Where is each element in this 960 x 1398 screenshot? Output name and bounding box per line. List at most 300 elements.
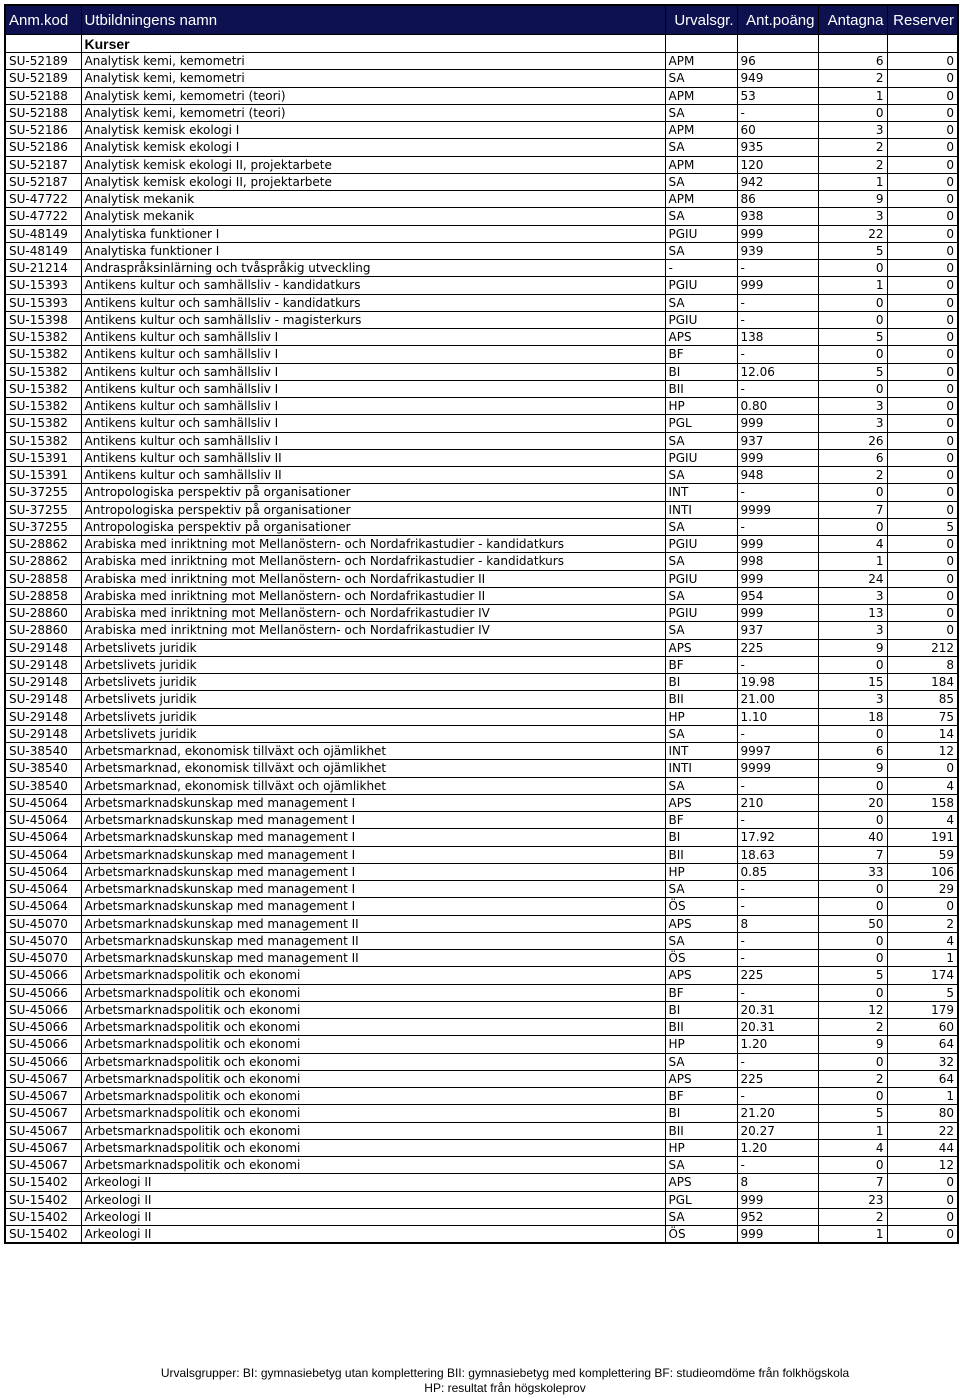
admission-points: - xyxy=(737,881,818,898)
table-row xyxy=(5,898,958,915)
table-row xyxy=(5,622,958,639)
reserve-count: 0 xyxy=(887,225,958,242)
admission-points: 17.92 xyxy=(737,829,818,846)
selection-group: PGIU xyxy=(665,570,737,587)
admitted-count: 40 xyxy=(818,829,887,846)
selection-group: PGIU xyxy=(665,311,737,328)
table-row xyxy=(5,708,958,725)
admitted-count: 0 xyxy=(818,1053,887,1070)
admitted-count: 6 xyxy=(818,449,887,466)
table-row xyxy=(5,570,958,587)
selection-group: APM xyxy=(665,53,737,70)
admitted-count: 2 xyxy=(818,1208,887,1225)
selection-group: APS xyxy=(665,639,737,656)
section-title: Kurser xyxy=(81,35,665,53)
admission-points: 999 xyxy=(737,536,818,553)
reserve-count: 0 xyxy=(887,294,958,311)
admission-points: 999 xyxy=(737,415,818,432)
admission-points: 0.85 xyxy=(737,863,818,880)
table-row xyxy=(5,156,958,173)
admission-points: 954 xyxy=(737,587,818,604)
table-row xyxy=(5,242,958,259)
selection-group: INT xyxy=(665,484,737,501)
course-name: Arbetsmarknadskunskap med management I xyxy=(81,812,665,829)
course-name: Arbetslivets juridik xyxy=(81,656,665,673)
course-name: Analytisk kemisk ekologi I xyxy=(81,122,665,139)
table-row xyxy=(5,777,958,794)
selection-group: SA xyxy=(665,104,737,121)
course-name: Arbetsmarknadskunskap med management II xyxy=(81,950,665,967)
reserve-count: 0 xyxy=(887,242,958,259)
admission-points: 942 xyxy=(737,173,818,190)
table-row xyxy=(5,277,958,294)
table-row xyxy=(5,467,958,484)
course-name: Arkeologi II xyxy=(81,1208,665,1225)
selection-group: SA xyxy=(665,518,737,535)
admission-points: 999 xyxy=(737,605,818,622)
col-header-group: Urvalsgr. xyxy=(665,5,737,35)
table-row xyxy=(5,881,958,898)
course-name: Arabiska med inriktning mot Mellanöstern- och Nordafrikastudier IV xyxy=(81,605,665,622)
admission-points: 53 xyxy=(737,87,818,104)
selection-group: SA xyxy=(665,725,737,742)
table-row xyxy=(5,536,958,553)
table-row xyxy=(5,1226,958,1244)
course-name: Antikens kultur och samhällsliv I xyxy=(81,363,665,380)
selection-group: SA xyxy=(665,208,737,225)
admitted-count: 0 xyxy=(818,260,887,277)
admission-points: 9997 xyxy=(737,743,818,760)
course-name: Arbetsmarknadspolitik och ekonomi xyxy=(81,1053,665,1070)
reserve-count: 1 xyxy=(887,950,958,967)
admission-points: - xyxy=(737,1157,818,1174)
course-code: SU-15391 xyxy=(5,467,81,484)
admitted-count: 50 xyxy=(818,915,887,932)
reserve-count: 12 xyxy=(887,743,958,760)
selection-group: HP xyxy=(665,398,737,415)
course-name: Arabiska med inriktning mot Mellanöstern- och Nordafrikastudier II xyxy=(81,587,665,604)
selection-group: ÖS xyxy=(665,898,737,915)
reserve-count: 59 xyxy=(887,846,958,863)
admitted-count: 0 xyxy=(818,932,887,949)
table-row xyxy=(5,398,958,415)
course-code: SU-15382 xyxy=(5,363,81,380)
table-row xyxy=(5,950,958,967)
reserve-count: 0 xyxy=(887,311,958,328)
selection-group: INTI xyxy=(665,760,737,777)
selection-group: APM xyxy=(665,87,737,104)
course-code: SU-29148 xyxy=(5,656,81,673)
course-code: SU-15382 xyxy=(5,432,81,449)
reserve-count: 14 xyxy=(887,725,958,742)
table-row xyxy=(5,760,958,777)
reserve-count: 158 xyxy=(887,794,958,811)
course-code: SU-48149 xyxy=(5,242,81,259)
course-code: SU-28862 xyxy=(5,536,81,553)
course-name: Antropologiska perspektiv på organisationer xyxy=(81,484,665,501)
admission-points: 999 xyxy=(737,225,818,242)
course-code: SU-47722 xyxy=(5,191,81,208)
admission-points: - xyxy=(737,725,818,742)
table-row xyxy=(5,587,958,604)
course-code: SU-52187 xyxy=(5,173,81,190)
reserve-count: 5 xyxy=(887,518,958,535)
reserve-count: 0 xyxy=(887,277,958,294)
selection-group: INTI xyxy=(665,501,737,518)
table-row xyxy=(5,432,958,449)
admitted-count: 26 xyxy=(818,432,887,449)
admissions-table xyxy=(4,4,959,1244)
selection-group: PGL xyxy=(665,1191,737,1208)
table-row xyxy=(5,1208,958,1225)
course-name: Arbetsmarknadspolitik och ekonomi xyxy=(81,1088,665,1105)
selection-group: APS xyxy=(665,1174,737,1191)
course-code: SU-45064 xyxy=(5,829,81,846)
selection-group: BII xyxy=(665,846,737,863)
admitted-count: 7 xyxy=(818,846,887,863)
table-row xyxy=(5,208,958,225)
reserve-count: 64 xyxy=(887,1036,958,1053)
table-row xyxy=(5,743,958,760)
selection-group: SA xyxy=(665,622,737,639)
admitted-count: 13 xyxy=(818,605,887,622)
selection-group: HP xyxy=(665,863,737,880)
course-name: Arbetsmarknadskunskap med management I xyxy=(81,829,665,846)
admitted-count: 0 xyxy=(818,984,887,1001)
col-header-code: Anm.kod xyxy=(5,5,81,35)
admitted-count: 3 xyxy=(818,587,887,604)
admission-points: 935 xyxy=(737,139,818,156)
admission-points: 8 xyxy=(737,1174,818,1191)
table-row xyxy=(5,311,958,328)
selection-group: BII xyxy=(665,1122,737,1139)
reserve-count: 29 xyxy=(887,881,958,898)
admitted-count: 0 xyxy=(818,380,887,397)
course-code: SU-37255 xyxy=(5,518,81,535)
reserve-count: 0 xyxy=(887,605,958,622)
selection-group: BI xyxy=(665,1105,737,1122)
table-row xyxy=(5,70,958,87)
reserve-count: 106 xyxy=(887,863,958,880)
admitted-count: 5 xyxy=(818,967,887,984)
course-code: SU-47722 xyxy=(5,208,81,225)
table-row xyxy=(5,484,958,501)
course-name: Arbetslivets juridik xyxy=(81,708,665,725)
table-row xyxy=(5,553,958,570)
course-name: Analytisk kemisk ekologi I xyxy=(81,139,665,156)
selection-group: BF xyxy=(665,346,737,363)
course-name: Antikens kultur och samhällsliv - magisterkurs xyxy=(81,311,665,328)
selection-group: BF xyxy=(665,984,737,1001)
table-row xyxy=(5,984,958,1001)
table-row xyxy=(5,225,958,242)
course-code: SU-45070 xyxy=(5,915,81,932)
reserve-count: 179 xyxy=(887,1001,958,1018)
admission-points: 1.20 xyxy=(737,1139,818,1156)
admitted-count: 9 xyxy=(818,760,887,777)
admitted-count: 0 xyxy=(818,484,887,501)
admitted-count: 0 xyxy=(818,950,887,967)
admitted-count: 2 xyxy=(818,1019,887,1036)
reserve-count: 0 xyxy=(887,1208,958,1225)
selection-group: SA xyxy=(665,932,737,949)
admitted-count: 6 xyxy=(818,743,887,760)
selection-group: SA xyxy=(665,242,737,259)
admitted-count: 3 xyxy=(818,208,887,225)
table-row xyxy=(5,725,958,742)
admitted-count: 3 xyxy=(818,122,887,139)
admission-points: 0.80 xyxy=(737,398,818,415)
course-code: SU-52189 xyxy=(5,53,81,70)
reserve-count: 0 xyxy=(887,173,958,190)
admitted-count: 2 xyxy=(818,1070,887,1087)
admission-points: - xyxy=(737,380,818,397)
table-row xyxy=(5,967,958,984)
course-name: Antropologiska perspektiv på organisationer xyxy=(81,518,665,535)
course-code: SU-52186 xyxy=(5,122,81,139)
selection-group: PGIU xyxy=(665,277,737,294)
course-code: SU-45064 xyxy=(5,898,81,915)
reserve-count: 75 xyxy=(887,708,958,725)
table-row xyxy=(5,449,958,466)
course-name: Antikens kultur och samhällsliv - kandidatkurs xyxy=(81,277,665,294)
admission-points: 225 xyxy=(737,967,818,984)
course-name: Arbetslivets juridik xyxy=(81,639,665,656)
course-code: SU-45064 xyxy=(5,846,81,863)
admitted-count: 1 xyxy=(818,1226,887,1244)
course-name: Arbetsmarknadskunskap med management I xyxy=(81,863,665,880)
course-code: SU-15382 xyxy=(5,415,81,432)
course-code: SU-38540 xyxy=(5,743,81,760)
course-name: Antikens kultur och samhällsliv I xyxy=(81,398,665,415)
course-name: Arbetslivets juridik xyxy=(81,725,665,742)
reserve-count: 0 xyxy=(887,501,958,518)
admission-points: 12.06 xyxy=(737,363,818,380)
selection-group: BI xyxy=(665,363,737,380)
legend-line-2: HP: resultat från högskoleprov xyxy=(424,1381,586,1395)
reserve-count: 0 xyxy=(887,1226,958,1244)
admission-points: 120 xyxy=(737,156,818,173)
reserve-count: 191 xyxy=(887,829,958,846)
course-name: Arbetsmarknad, ekonomisk tillväxt och ojämlikhet xyxy=(81,777,665,794)
admitted-count: 4 xyxy=(818,1139,887,1156)
selection-group: PGIU xyxy=(665,225,737,242)
admission-points: - xyxy=(737,950,818,967)
selection-group: SA xyxy=(665,173,737,190)
admission-points: 19.98 xyxy=(737,674,818,691)
selection-group: PGIU xyxy=(665,536,737,553)
table-row xyxy=(5,1122,958,1139)
admitted-count: 0 xyxy=(818,1157,887,1174)
selection-group: APS xyxy=(665,329,737,346)
course-name: Arbetsmarknadskunskap med management I xyxy=(81,898,665,915)
table-row xyxy=(5,794,958,811)
course-code: SU-52188 xyxy=(5,104,81,121)
course-code: SU-37255 xyxy=(5,501,81,518)
admission-points: 999 xyxy=(737,570,818,587)
course-name: Arbetsmarknad, ekonomisk tillväxt och ojämlikhet xyxy=(81,760,665,777)
reserve-count: 4 xyxy=(887,812,958,829)
course-code: SU-45067 xyxy=(5,1088,81,1105)
course-name: Analytisk mekanik xyxy=(81,208,665,225)
reserve-count: 4 xyxy=(887,932,958,949)
course-code: SU-15382 xyxy=(5,398,81,415)
table-row xyxy=(5,346,958,363)
admitted-count: 5 xyxy=(818,1105,887,1122)
reserve-count: 0 xyxy=(887,346,958,363)
admission-points: - xyxy=(737,294,818,311)
course-code: SU-45066 xyxy=(5,1019,81,1036)
selection-group: APS xyxy=(665,1070,737,1087)
reserve-count: 0 xyxy=(887,587,958,604)
table-row xyxy=(5,518,958,535)
admitted-count: 0 xyxy=(818,812,887,829)
course-code: SU-15391 xyxy=(5,449,81,466)
admission-points: - xyxy=(737,260,818,277)
selection-group: SA xyxy=(665,777,737,794)
selection-group: BII xyxy=(665,691,737,708)
reserve-count: 0 xyxy=(887,70,958,87)
admission-points: 96 xyxy=(737,53,818,70)
admitted-count: 7 xyxy=(818,1174,887,1191)
table-row xyxy=(5,691,958,708)
selection-group: BI xyxy=(665,674,737,691)
course-code: SU-45066 xyxy=(5,984,81,1001)
admission-points: 21.00 xyxy=(737,691,818,708)
course-name: Antikens kultur och samhällsliv I xyxy=(81,380,665,397)
course-code: SU-21214 xyxy=(5,260,81,277)
admitted-count: 0 xyxy=(818,777,887,794)
course-name: Arabiska med inriktning mot Mellanöstern- och Nordafrikastudier IV xyxy=(81,622,665,639)
selection-group: ÖS xyxy=(665,950,737,967)
course-code: SU-45064 xyxy=(5,794,81,811)
course-code: SU-45067 xyxy=(5,1122,81,1139)
table-row xyxy=(5,415,958,432)
selection-group: SA xyxy=(665,1208,737,1225)
admitted-count: 5 xyxy=(818,329,887,346)
reserve-count: 32 xyxy=(887,1053,958,1070)
course-code: SU-15398 xyxy=(5,311,81,328)
table-row xyxy=(5,1070,958,1087)
course-code: SU-15382 xyxy=(5,329,81,346)
admission-points: 948 xyxy=(737,467,818,484)
admission-points: 937 xyxy=(737,622,818,639)
reserve-count: 0 xyxy=(887,1174,958,1191)
course-name: Andraspråksinlärning och tvåspråkig utveckling xyxy=(81,260,665,277)
course-name: Antikens kultur och samhällsliv II xyxy=(81,467,665,484)
course-code: SU-45066 xyxy=(5,1036,81,1053)
selection-group: BF xyxy=(665,812,737,829)
admission-points: 20.27 xyxy=(737,1122,818,1139)
course-name: Antikens kultur och samhällsliv I xyxy=(81,329,665,346)
course-name: Arbetsmarknadskunskap med management I xyxy=(81,794,665,811)
admission-points: 20.31 xyxy=(737,1019,818,1036)
reserve-count: 2 xyxy=(887,915,958,932)
course-name: Arkeologi II xyxy=(81,1226,665,1244)
course-name: Antikens kultur och samhällsliv I xyxy=(81,432,665,449)
selection-group: SA xyxy=(665,587,737,604)
course-code: SU-28858 xyxy=(5,587,81,604)
table-row xyxy=(5,915,958,932)
admitted-count: 24 xyxy=(818,570,887,587)
course-code: SU-52187 xyxy=(5,156,81,173)
course-code: SU-15393 xyxy=(5,277,81,294)
course-name: Arbetslivets juridik xyxy=(81,674,665,691)
course-name: Antropologiska perspektiv på organisationer xyxy=(81,501,665,518)
course-code: SU-45066 xyxy=(5,967,81,984)
course-code: SU-38540 xyxy=(5,760,81,777)
table-row xyxy=(5,1157,958,1174)
admission-points: 210 xyxy=(737,794,818,811)
admitted-count: 1 xyxy=(818,553,887,570)
reserve-count: 5 xyxy=(887,984,958,1001)
course-name: Analytiska funktioner I xyxy=(81,242,665,259)
course-name: Arbetsmarknadspolitik och ekonomi xyxy=(81,1105,665,1122)
admission-points: 225 xyxy=(737,639,818,656)
reserve-count: 0 xyxy=(887,898,958,915)
course-name: Analytisk kemi, kemometri (teori) xyxy=(81,87,665,104)
table-row xyxy=(5,674,958,691)
course-code: SU-45070 xyxy=(5,950,81,967)
reserve-count: 0 xyxy=(887,1191,958,1208)
reserve-count: 0 xyxy=(887,329,958,346)
reserve-count: 60 xyxy=(887,1019,958,1036)
admitted-count: 1 xyxy=(818,277,887,294)
course-code: SU-15382 xyxy=(5,346,81,363)
admission-points: - xyxy=(737,1053,818,1070)
selection-group: APS xyxy=(665,967,737,984)
course-code: SU-15382 xyxy=(5,380,81,397)
admission-points: - xyxy=(737,518,818,535)
course-name: Arbetslivets juridik xyxy=(81,691,665,708)
reserve-count: 212 xyxy=(887,639,958,656)
course-code: SU-45070 xyxy=(5,932,81,949)
admitted-count: 0 xyxy=(818,725,887,742)
course-code: SU-52189 xyxy=(5,70,81,87)
reserve-count: 0 xyxy=(887,570,958,587)
admission-points: 999 xyxy=(737,449,818,466)
course-code: SU-29148 xyxy=(5,725,81,742)
selection-group: SA xyxy=(665,1157,737,1174)
reserve-count: 0 xyxy=(887,760,958,777)
reserve-count: 0 xyxy=(887,260,958,277)
course-name: Antikens kultur och samhällsliv I xyxy=(81,346,665,363)
table-row xyxy=(5,173,958,190)
admitted-count: 9 xyxy=(818,191,887,208)
admission-points: 998 xyxy=(737,553,818,570)
course-code: SU-52188 xyxy=(5,87,81,104)
selection-group: SA xyxy=(665,432,737,449)
admission-points: - xyxy=(737,777,818,794)
admitted-count: 3 xyxy=(818,622,887,639)
table-row xyxy=(5,846,958,863)
admitted-count: 0 xyxy=(818,518,887,535)
admission-points: - xyxy=(737,346,818,363)
admitted-count: 0 xyxy=(818,656,887,673)
selection-group: APS xyxy=(665,794,737,811)
table-row xyxy=(5,87,958,104)
table-row xyxy=(5,1019,958,1036)
course-code: SU-38540 xyxy=(5,777,81,794)
admitted-count: 5 xyxy=(818,242,887,259)
admission-points: - xyxy=(737,984,818,1001)
course-name: Arbetsmarknadspolitik och ekonomi xyxy=(81,967,665,984)
course-name: Arbetsmarknadspolitik och ekonomi xyxy=(81,1139,665,1156)
reserve-count: 64 xyxy=(887,1070,958,1087)
table-row xyxy=(5,363,958,380)
course-name: Antikens kultur och samhällsliv II xyxy=(81,449,665,466)
course-name: Analytisk kemisk ekologi II, projektarbete xyxy=(81,156,665,173)
